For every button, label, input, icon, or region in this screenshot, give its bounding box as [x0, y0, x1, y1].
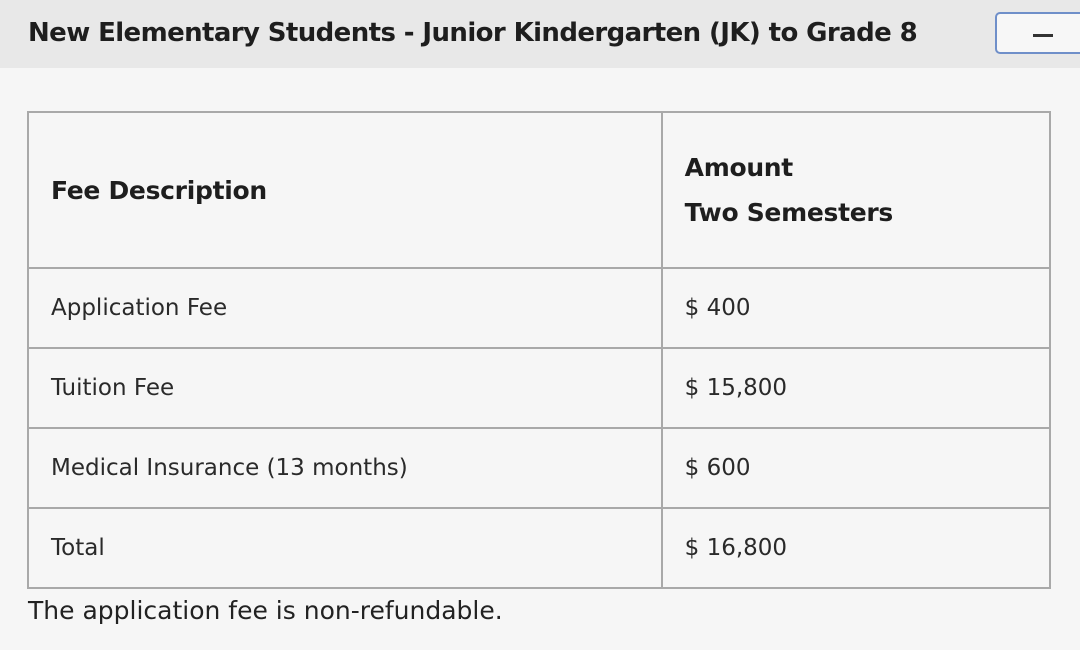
minus-icon — [1033, 34, 1053, 37]
fee-description-cell: Medical Insurance (13 months) — [28, 428, 662, 508]
collapse-button[interactable] — [995, 12, 1080, 54]
fee-amount-cell: $ 16,800 — [662, 508, 1050, 588]
fee-amount-cell: $ 400 — [662, 268, 1050, 348]
fee-table — [27, 111, 1051, 589]
table-row — [28, 348, 1050, 428]
table-header-row — [28, 112, 1050, 268]
header-amount-period: Two Semesters — [684, 198, 893, 227]
table-row-total — [28, 508, 1050, 588]
fee-description-cell: Application Fee — [28, 268, 662, 348]
refund-note: The application fee is non-refundable. — [28, 596, 503, 625]
table-row — [28, 268, 1050, 348]
header-amount — [662, 112, 1050, 268]
fee-description-cell: Tuition Fee — [28, 348, 662, 428]
table-row — [28, 428, 1050, 508]
header-fee-description: Fee Description — [28, 112, 662, 268]
header-amount-label: Amount — [684, 153, 793, 182]
accordion-header[interactable] — [0, 0, 1080, 68]
fee-amount-cell: $ 600 — [662, 428, 1050, 508]
fee-description-cell: Total — [28, 508, 662, 588]
section-title: New Elementary Students - Junior Kindergarten (JK) to Grade 8 — [28, 18, 918, 48]
fee-amount-cell: $ 15,800 — [662, 348, 1050, 428]
